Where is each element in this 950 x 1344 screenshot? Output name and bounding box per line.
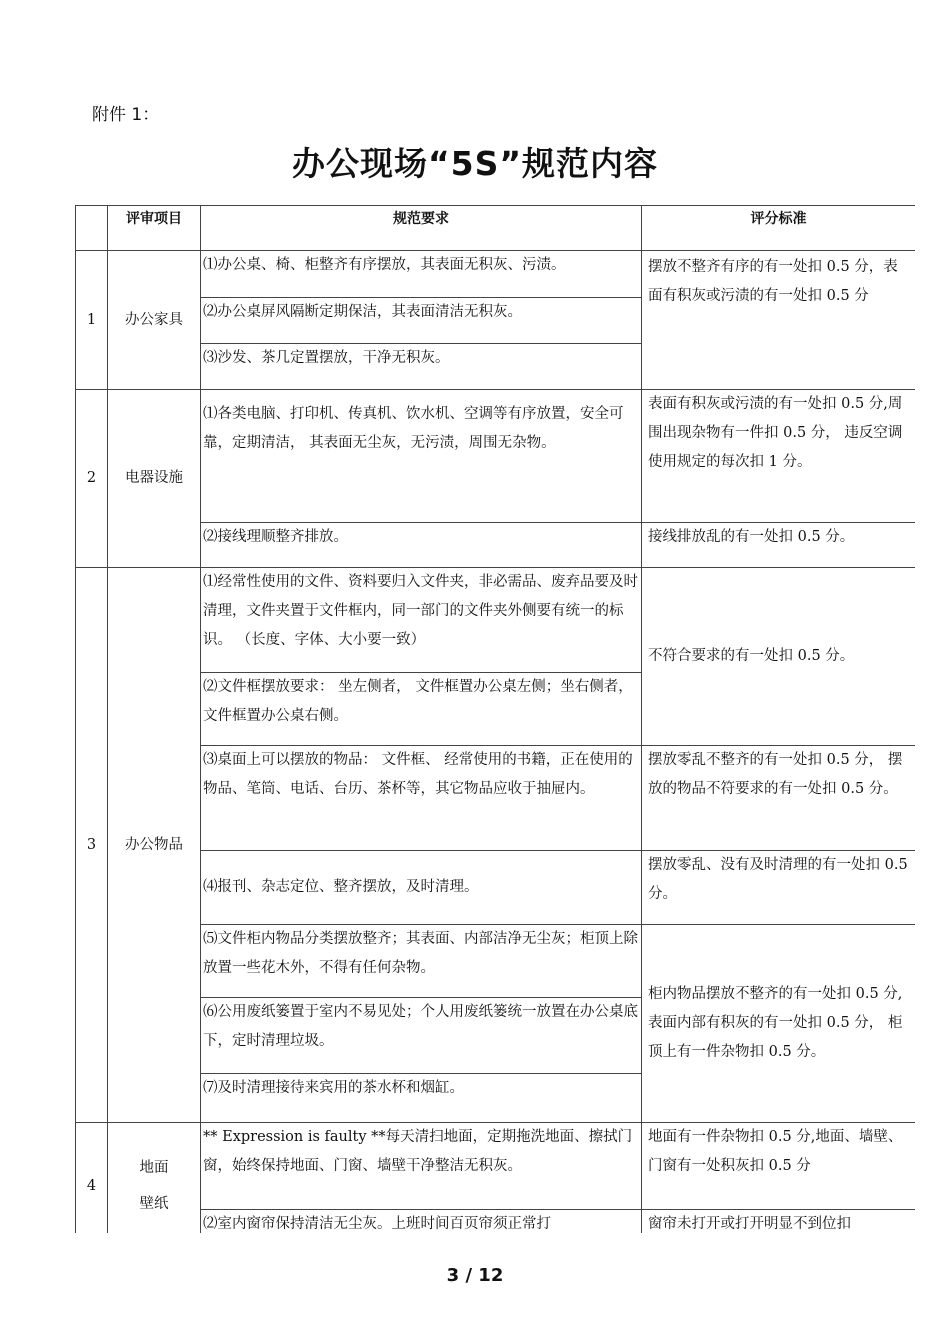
table-header-row	[76, 206, 916, 251]
table-row	[76, 1210, 916, 1234]
table-row	[76, 925, 916, 998]
requirement-cell: ⑵接线理顺整齐排放。	[201, 523, 642, 568]
requirement-cell: ⑵室内窗帘保持清洁无尘灰。上班时间百页帘须正常打	[201, 1210, 642, 1234]
requirement-cell: ⑴各类电脑、打印机、传真机、饮水机、空调等有序放置，安全可靠，定期清洁， 其表面无尘灰，无污渍，周围无杂物。	[201, 390, 642, 523]
requirement-cell: ⑴经常性使用的文件、资料要归入文件夹，非必需品、废弃品要及时清理，文件夹置于文件框内，同一部门的文件夹外侧要有统一的标识。 （长度、字体、大小要一致）	[201, 568, 642, 673]
row-number: 3	[76, 568, 108, 1123]
scoring-cell: 接线排放乱的有一处扣 0.5 分。	[642, 523, 916, 568]
scoring-cell: 窗帘未打开或打开明显不到位扣	[642, 1210, 916, 1234]
table-row	[76, 390, 916, 523]
page-number: 3 / 12	[446, 1265, 504, 1286]
table-row	[76, 746, 916, 851]
review-item	[108, 1123, 201, 1234]
requirement-cell: ⑹公用废纸篓置于室内不易见处；个人用废纸篓统一放置在办公桌底下，定时清理垃圾。	[201, 998, 642, 1074]
table-row	[76, 1123, 916, 1210]
requirement-cell: ⑵办公桌屏风隔断定期保洁，其表面清洁无积灰。	[201, 298, 642, 344]
header-requirement: 规范要求	[201, 206, 642, 251]
standards-table	[75, 205, 915, 1233]
review-item: 办公家具	[108, 251, 201, 390]
document-title: 办公现场“5S”规范内容	[291, 144, 659, 183]
scoring-cell: 地面有一件杂物扣 0.5 分,地面、墙壁、门窗有一处积灰扣 0.5 分	[642, 1123, 916, 1210]
review-item: 电器设施	[108, 390, 201, 568]
row-number: 1	[76, 251, 108, 390]
review-item-line: 地面	[139, 1160, 169, 1176]
review-item: 办公物品	[108, 568, 201, 1123]
row-number: 2	[76, 390, 108, 568]
header-item: 评审项目	[108, 206, 201, 251]
header-no	[76, 206, 108, 251]
scoring-cell: 摆放零乱不整齐的有一处扣 0.5 分， 摆放的物品不符要求的有一处扣 0.5 分。	[642, 746, 916, 851]
scoring-cell: 不符合要求的有一处扣 0.5 分。	[642, 568, 916, 746]
requirement-cell: ** Expression is faulty **每天清扫地面，定期拖洗地面、擦拭门窗，始终保持地面、门窗、墙壁干净整洁无积灰。	[201, 1123, 642, 1210]
attachment-label: 附件 1：	[92, 105, 160, 125]
scoring-cell: 表面有积灰或污渍的有一处扣 0.5 分,周围出现杂物有一件扣 0.5 分， 违反空调使用规定的每次扣 1 分。	[642, 390, 916, 523]
requirement-cell: ⑵文件框摆放要求： 坐左侧者， 文件框置办公桌左侧；坐右侧者，文件框置办公桌右侧。	[201, 673, 642, 746]
scoring-cell: 摆放零乱、没有及时清理的有一处扣 0.5 分。	[642, 851, 916, 925]
table-row	[76, 523, 916, 568]
requirement-cell: ⑶桌面上可以摆放的物品： 文件框、 经常使用的书籍，正在使用的物品、笔筒、电话、台历、茶杯等，其它物品应收于抽屉内。	[201, 746, 642, 851]
requirement-cell: ⑺及时清理接待来宾用的茶水杯和烟缸。	[201, 1074, 642, 1123]
requirement-cell: ⑴办公桌、椅、柜整齐有序摆放，其表面无积灰、污渍。	[201, 251, 642, 298]
requirement-cell: ⑷报刊、杂志定位、整齐摆放，及时清理。	[201, 851, 642, 925]
table-row	[76, 251, 916, 298]
requirement-cell: ⑶沙发、茶几定置摆放，干净无积灰。	[201, 344, 642, 390]
table-row	[76, 568, 916, 673]
table-row	[76, 851, 916, 925]
row-number: 4	[76, 1123, 108, 1234]
scoring-cell: 摆放不整齐有序的有一处扣 0.5 分，表面有积灰或污渍的有一处扣 0.5 分	[642, 251, 916, 390]
standards-table-wrapper	[75, 205, 915, 1233]
header-scoring: 评分标准	[642, 206, 916, 251]
requirement-cell: ⑸文件柜内物品分类摆放整齐；其表面、内部洁净无尘灰；柜顶上除放置一些花木外，不得有任何杂物。	[201, 925, 642, 998]
scoring-cell: 柜内物品摆放不整齐的有一处扣 0.5 分,表面内部有积灰的有一处扣 0.5 分， 柜顶上有一件杂物扣 0.5 分。	[642, 925, 916, 1123]
review-item-line: 壁纸	[139, 1196, 169, 1212]
